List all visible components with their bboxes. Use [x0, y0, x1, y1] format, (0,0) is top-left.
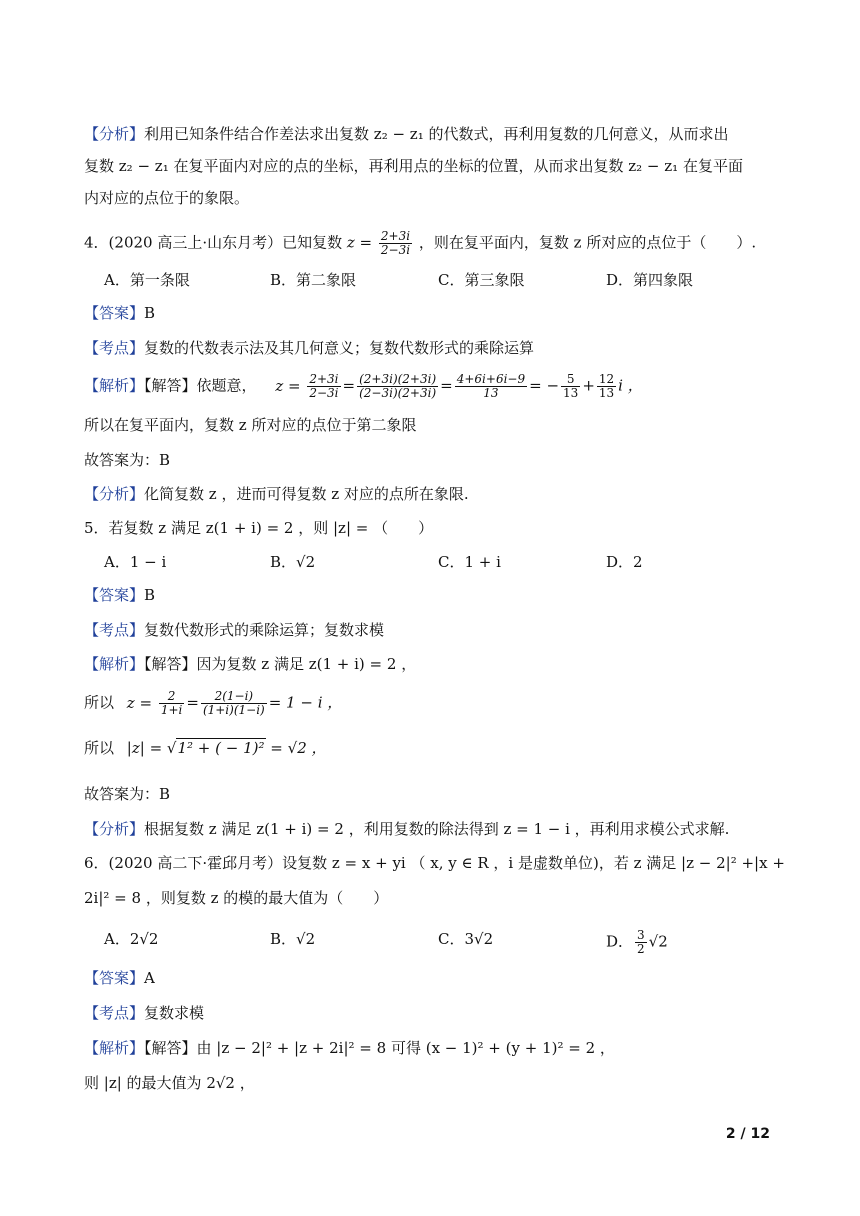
- q3-analysis-line2: 复数 z₂ − z₁ 在复平面内对应的点的坐标，再利用点的坐标的位置，从而求出复数 z₂ − z₁ 在复平面: [84, 157, 743, 175]
- q4-option-c: C．第三象限: [438, 271, 525, 289]
- q4-calc-frac5: $\frac{12}{13}$: [598, 372, 615, 400]
- q5-option-c: C．1 + i: [438, 553, 501, 571]
- q5-conclusion: 故答案为：B: [84, 785, 171, 803]
- q6-option-c: C．3√2: [438, 930, 494, 948]
- q6-optd-fraction: $\frac{3}{2}$: [637, 928, 645, 956]
- q4-calc-frac3: $\frac{4+6i+6i-9}{13}$: [456, 372, 526, 400]
- q5-jiexi: 【解析】【解答】因为复数 z 满足 z(1 + i) = 2 ，: [84, 655, 417, 673]
- q5-calc-frac1: $\frac{2}{1+i}$: [160, 689, 183, 717]
- q4-option-d: D．第四象限: [606, 271, 694, 289]
- q5-option-a: A．1 − i: [104, 553, 167, 571]
- q4-calc-frac4: $\frac{5}{13}$: [563, 372, 579, 400]
- q3-analysis-line1: 【分析】利用已知条件结合作差法求出复数 z₂ − z₁ 的代数式，再利用复数的几何意义，从而求出: [84, 125, 729, 143]
- q6-option-b: B．√2: [270, 930, 316, 948]
- q6-stem-line1: 6．(2020 高二下·霍邱月考）设复数 z = x + yi （ x, y ∈ R ，i 是虚数单位)，若 z 满足 |z − 2|² +|x +: [84, 854, 785, 872]
- q5-kaodian: 【考点】复数代数形式的乘除运算；复数求模: [84, 621, 385, 639]
- q4-answer: 【答案】B: [84, 304, 156, 322]
- q6-option-a: A．2√2: [104, 930, 159, 948]
- q6-last-line: 则 |z| 的最大值为 2√2 ，: [84, 1074, 255, 1092]
- q5-analysis: 【分析】根据复数 z 满足 z(1 + i) = 2 ，利用复数的除法得到 z = 1 − i ，再利用求模公式求解.: [84, 820, 730, 838]
- q6-option-d: D． $\frac{3}{2}$ √2: [606, 928, 668, 956]
- q4-conclusion: 故答案为：B: [84, 451, 171, 469]
- q5-sqrt-radicand: 1² + ( − 1)²: [177, 739, 265, 757]
- page-number: 2 / 12: [725, 1126, 770, 1142]
- q4-analysis: 【分析】化简复数 z ，进而可得复数 z 对应的点所在象限.: [84, 485, 469, 503]
- q4-stem-fraction: $\frac{2+3i}{2-3i}$: [380, 229, 411, 257]
- q5-calc-frac2: $\frac{2(1-i)}{(1+i)(1-i)}$: [202, 689, 265, 717]
- q6-answer: 【答案】A: [84, 969, 155, 987]
- q6-kaodian: 【考点】复数求模: [84, 1004, 205, 1022]
- q5-option-b: B．√2: [270, 553, 316, 571]
- q5-answer: 【答案】B: [84, 586, 156, 604]
- q5-calc1: 所以 z = $\frac{2}{1+i}$ = $\frac{2(1-i)}{(1+i)(1-i)}$ = 1 − i ，: [84, 689, 343, 717]
- q4-jiexi: 【解析】【解答】依题意， z = $\frac{2+3i}{2-3i}$ = $\frac{(2+3i)(2+3i)}{(2-3i)(2+3i)}$ = $\frac{4+6i+6i-9}{13}$ = − $\frac{5}{13}$ + $\frac{12}{13}$ i ，: [84, 372, 643, 400]
- q5-calc2: 所以 |z| = √1² + ( − 1)² = √2 ，: [84, 739, 327, 757]
- q5-option-d: D．2: [606, 553, 643, 571]
- q4-line-after: 所以在复平面内，复数 z 所对应的点位于第二象限: [84, 416, 417, 434]
- q6-jiexi: 【解析】【解答】由 |z − 2|² + |z + 2i|² = 8 可得 (x − 1)² + (y + 1)² = 2 ，: [84, 1039, 615, 1057]
- q4-kaodian: 【考点】复数的代数表示法及其几何意义；复数代数形式的乘除运算: [84, 339, 535, 357]
- q4-calc-frac1: $\frac{2+3i}{2-3i}$: [309, 372, 339, 400]
- q4-stem: 4．(2020 高三上·山东月考）已知复数 z = $\frac{2+3i}{2-3i}$ ，则在复平面内，复数 z 所对应的点位于（ ）.: [84, 229, 757, 257]
- q6-stem-line2: 2i|² = 8 ，则复数 z 的模的最大值为（ ）: [84, 889, 389, 907]
- q4-calc-frac2: $\frac{(2+3i)(2+3i)}{(2-3i)(2+3i)}$: [359, 372, 437, 400]
- q5-stem: 5．若复数 z 满足 z(1 + i) = 2 ，则 |z| = （ ）: [84, 519, 434, 537]
- q3-analysis-line3: 内对应的点位于的象限。: [84, 189, 250, 207]
- q4-option-b: B．第二象限: [270, 271, 357, 289]
- analysis-tag: 【分析】: [84, 125, 145, 143]
- q4-option-a: A．第一条限: [104, 271, 190, 289]
